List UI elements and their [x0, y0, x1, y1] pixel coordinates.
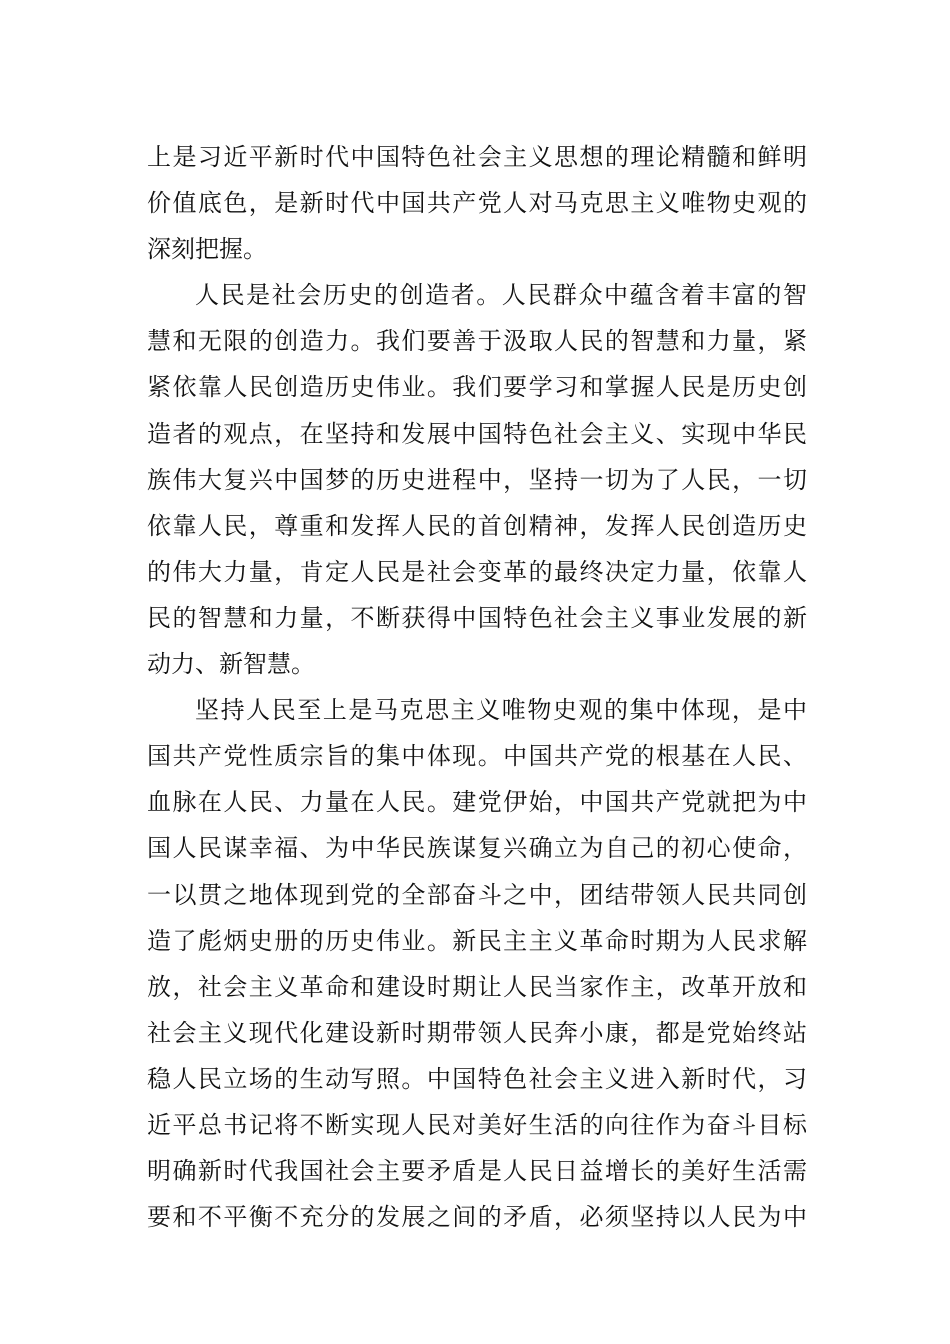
text-line: 深刻把握。 [147, 235, 267, 264]
text-line: 近平总书记将不断实现人民对美好生活的向往作为奋斗目标 [147, 1110, 807, 1139]
text-line: 放，社会主义革命和建设时期让人民当家作主，改革开放和 [147, 972, 807, 1001]
text-line: 人民是社会历史的创造者。人民群众中蕴含着丰富的智 [195, 281, 807, 310]
text-line: 稳人民立场的生动写照。中国特色社会主义进入新时代，习 [147, 1064, 807, 1093]
text-line: 上是习近平新时代中国特色社会主义思想的理论精髓和鲜明 [147, 143, 807, 171]
text-line: 血脉在人民、力量在人民。建党伊始，中国共产党就把为中 [147, 788, 807, 817]
text-line: 造了彪炳史册的历史伟业。新民主主义革命时期为人民求解 [147, 926, 807, 955]
text-line: 紧依靠人民创造历史伟业。我们要学习和掌握人民是历史创 [147, 373, 807, 402]
text-line: 国人民谋幸福、为中华民族谋复兴确立为自己的初心使命， [147, 834, 807, 863]
paragraph-1 [147, 134, 807, 272]
text-line: 明确新时代我国社会主要矛盾是人民日益增长的美好生活需 [147, 1157, 807, 1186]
text-line: 的伟大力量，肯定人民是社会变革的最终决定力量，依靠人 [147, 557, 807, 586]
text-line: 动力、新智慧。 [147, 650, 315, 679]
text-line: 依靠人民，尊重和发挥人民的首创精神，发挥人民创造历史 [147, 511, 807, 540]
text-line: 慧和无限的创造力。我们要善于汲取人民的智慧和力量，紧 [147, 327, 807, 356]
text-line: 坚持人民至上是马克思主义唯物史观的集中体现，是中 [195, 696, 807, 725]
text-line: 国共产党性质宗旨的集中体现。中国共产党的根基在人民、 [147, 742, 807, 771]
body-text [147, 134, 807, 1240]
text-line: 族伟大复兴中国梦的历史进程中，坚持一切为了人民，一切 [147, 465, 807, 494]
text-line: 要和不平衡不充分的发展之间的矛盾，必须坚持以人民为中 [147, 1203, 807, 1232]
text-line: 一以贯之地体现到党的全部奋斗之中，团结带领人民共同创 [147, 880, 807, 909]
text-line: 民的智慧和力量，不断获得中国特色社会主义事业发展的新 [147, 603, 807, 632]
text-line: 价值底色，是新时代中国共产党人对马克思主义唯物史观的 [147, 189, 807, 218]
text-line: 社会主义现代化建设新时期带领人民奔小康，都是党始终站 [147, 1018, 807, 1047]
paragraph-3 [147, 687, 807, 1240]
text-line: 造者的观点，在坚持和发展中国特色社会主义、实现中华民 [147, 419, 807, 448]
paragraph-2 [147, 272, 807, 687]
